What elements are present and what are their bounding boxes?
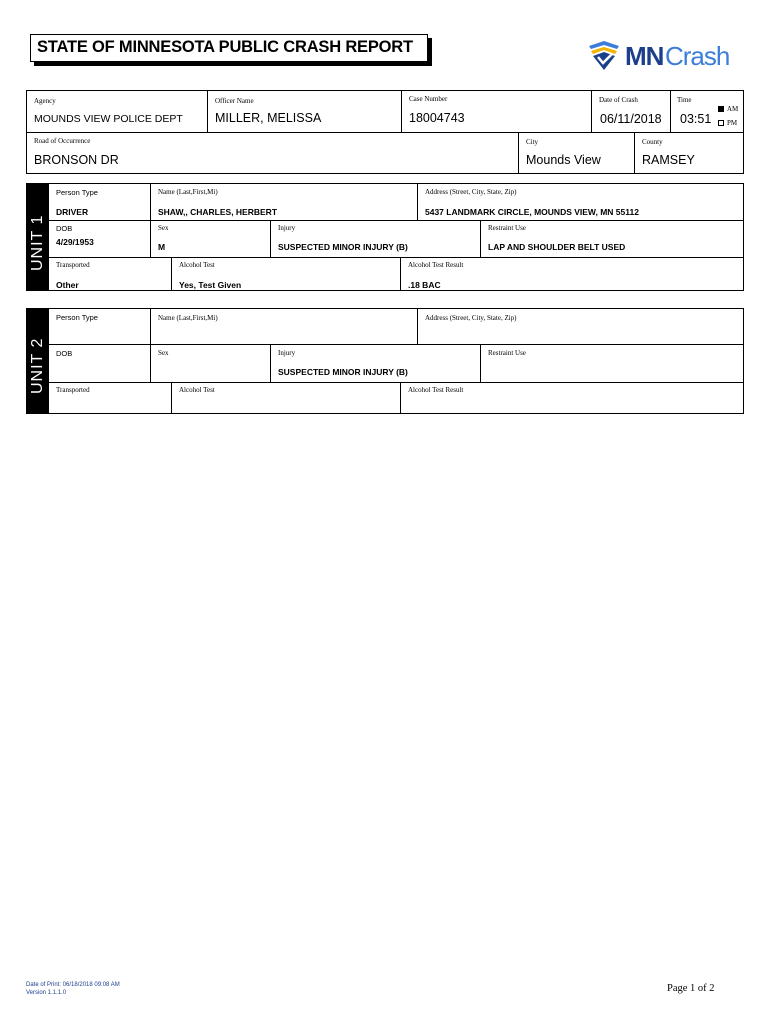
u1-address-value: 5437 LANDMARK CIRCLE, MOUNDS VIEW, MN 55112 (425, 207, 639, 217)
u2-alcohol-result-label: Alcohol Test Result (408, 386, 464, 394)
officer-value: MILLER, MELISSA (215, 111, 322, 125)
u1-injury-value: SUSPECTED MINOR INJURY (B) (278, 242, 408, 252)
u1-alcohol-result-value: .18 BAC (408, 280, 441, 290)
shield-check-icon (587, 40, 621, 72)
mncrash-logo (587, 38, 747, 74)
date-value: 06/11/2018 (600, 112, 662, 126)
unit-1-label: UNIT 1 (29, 214, 46, 271)
u2-alcohol-test-label: Alcohol Test (179, 386, 215, 394)
unit-2-box (48, 308, 744, 414)
u1-restraint-label: Restraint Use (488, 224, 526, 232)
u1-alcohol-result-label: Alcohol Test Result (408, 261, 464, 269)
u1-person-type-label: Person Type (56, 188, 98, 197)
u2-address-label: Address (Street, City, State, Zip) (425, 314, 517, 322)
u1-name-label: Name (Last,First,Mi) (158, 188, 218, 196)
u2-injury-label: Injury (278, 349, 296, 357)
u1-alcohol-test-label: Alcohol Test (179, 261, 215, 269)
unit-1-box (48, 183, 744, 291)
page-number: Page 1 of 2 (667, 983, 715, 994)
am-checkbox (718, 106, 724, 112)
u1-sex-label: Sex (158, 224, 169, 232)
time-label: Time (677, 96, 692, 104)
pm-label: PM (727, 119, 738, 127)
unit-2-label: UNIT 2 (29, 337, 46, 394)
u1-name-value: SHAW,, CHARLES, HERBERT (158, 207, 278, 217)
unit-2-tab (26, 308, 48, 414)
version: Version 1.1.1.0 (26, 990, 67, 996)
u2-sex-label: Sex (158, 349, 169, 357)
u2-transported-label: Transported (56, 386, 90, 394)
report-title: STATE OF MINNESOTA PUBLIC CRASH REPORT (37, 38, 413, 56)
u1-sex-value: M (158, 242, 166, 252)
pm-checkbox (718, 120, 724, 126)
u1-injury-label: Injury (278, 224, 296, 232)
u2-person-type-label: Person Type (56, 313, 98, 322)
u2-dob-label: DOB (56, 349, 73, 358)
date-label: Date of Crash (599, 96, 638, 104)
city-label: City (526, 138, 539, 146)
officer-label: Officer Name (215, 97, 254, 105)
time-value: 03:51 (680, 112, 712, 126)
agency-label: Agency (34, 97, 56, 105)
logo-mn-text: MN (625, 41, 664, 71)
u1-dob-label: DOB (56, 224, 73, 233)
city-value: Mounds View (526, 153, 601, 167)
agency-value: MOUNDS VIEW POLICE DEPT (34, 113, 183, 125)
u1-transported-label: Transported (56, 261, 90, 269)
unit-1-tab (26, 183, 48, 291)
print-date: Date of Print: 06/18/2018 09:08 AM (26, 982, 120, 988)
u2-injury-value: SUSPECTED MINOR INJURY (B) (278, 367, 408, 377)
county-label: County (642, 138, 663, 146)
u1-address-label: Address (Street, City, State, Zip) (425, 188, 517, 196)
case-number-value: 18004743 (409, 111, 465, 125)
am-label: AM (727, 105, 739, 113)
road-value: BRONSON DR (34, 153, 119, 167)
u2-name-label: Name (Last,First,Mi) (158, 314, 218, 322)
u1-alcohol-test-value: Yes, Test Given (179, 280, 242, 290)
road-label: Road of Occurrence (34, 137, 91, 145)
u1-dob-value: 4/29/1953 (56, 237, 94, 247)
report-title-box (30, 34, 428, 62)
u1-restraint-value: LAP AND SHOULDER BELT USED (488, 242, 626, 252)
logo-crash-text: Crash (665, 41, 730, 71)
county-value: RAMSEY (642, 153, 695, 167)
u1-transported-value: Other (56, 280, 79, 290)
case-number-label: Case Number (409, 95, 448, 103)
u2-restraint-label: Restraint Use (488, 349, 526, 357)
u1-person-type-value: DRIVER (56, 207, 89, 217)
